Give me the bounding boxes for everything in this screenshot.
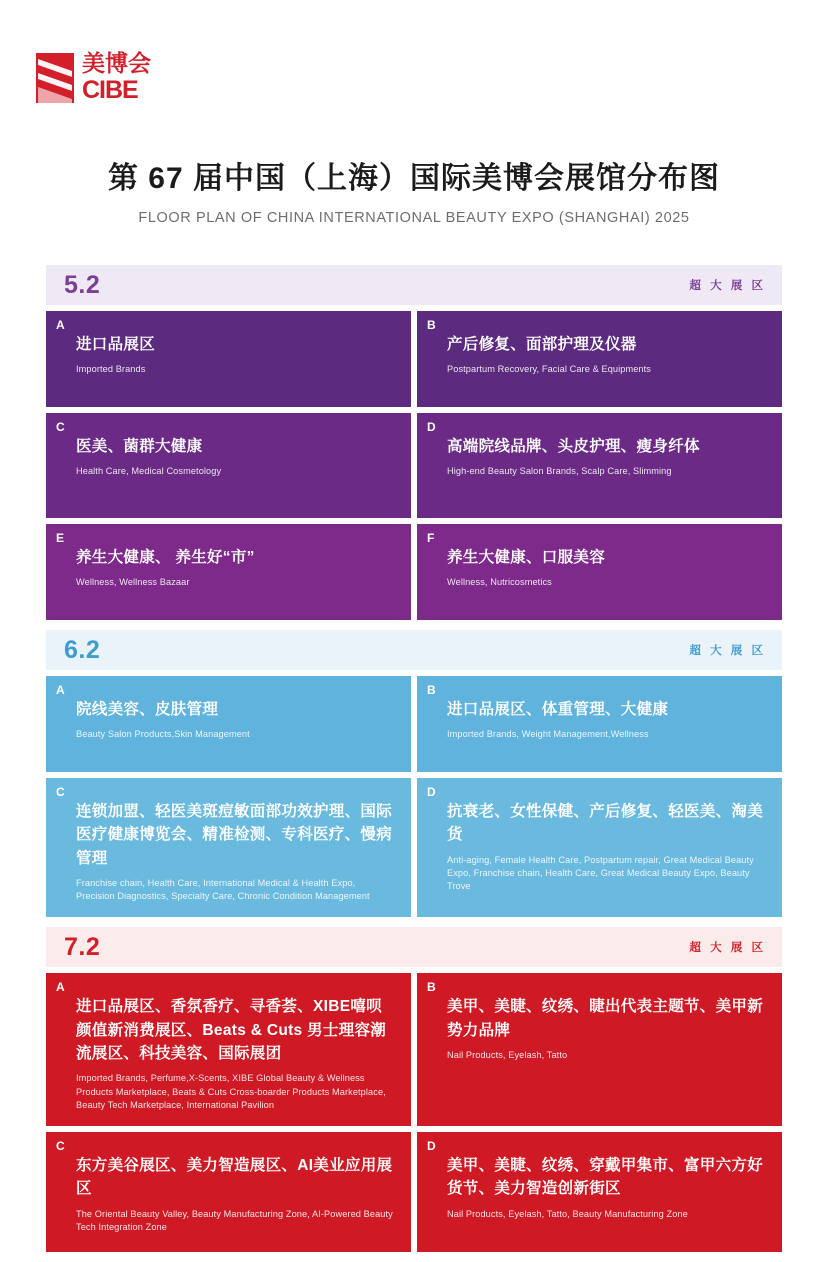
section-hall-7-2: [46, 927, 782, 1252]
cell-title-cn: 进口品展区: [76, 336, 156, 353]
cell-title-en: Franchise chain, Health Care, International Medical & Health Expo, Precision Diagnostics, Specialty Care, Chronic Condition Management: [76, 877, 370, 902]
section-tag: 超 大 展 区: [689, 942, 766, 955]
section-hall-5-2: [46, 265, 782, 620]
cell-title-en: Nail Products, Eyelash, Tatto: [447, 1049, 568, 1060]
hall-cell-5-2-d[interactable]: [417, 413, 782, 518]
cell-letter: B: [427, 683, 436, 697]
hall-sections: [0, 265, 828, 1262]
hall-cell-5-2-c[interactable]: [46, 413, 411, 518]
section-row: [46, 311, 782, 407]
hall-cell-6-2-a[interactable]: [46, 676, 411, 772]
hall-cell-6-2-d[interactable]: [417, 778, 782, 917]
hall-cell-7-2-d[interactable]: [417, 1132, 782, 1252]
brand-name-cn: 美博会: [82, 50, 151, 76]
cell-title-cn: 医美、菌群大健康: [76, 438, 203, 455]
cell-letter: A: [56, 318, 65, 332]
cell-title-en: Nail Products, Eyelash, Tatto, Beauty Manufacturing Zone: [447, 1208, 688, 1219]
page-title-cn: 第 67 届中国（上海）国际美博会展馆分布图: [107, 162, 721, 195]
cell-title-cn: 抗衰老、女性保健、产后修复、轻医美、淘美货: [447, 803, 764, 844]
cell-title-en: The Oriental Beauty Valley, Beauty Manufacturing Zone, AI-Powered Beauty Tech Integration Zone: [76, 1208, 393, 1233]
section-row: [46, 413, 782, 518]
cell-letter: B: [427, 318, 436, 332]
cell-title-en: Postpartum Recovery, Facial Care & Equipments: [447, 364, 651, 375]
hall-cell-7-2-c[interactable]: [46, 1132, 411, 1252]
cell-title-cn: 产后修复、面部护理及仪器: [447, 336, 637, 353]
cell-letter: F: [427, 531, 435, 545]
section-row: [46, 676, 782, 772]
cell-title-en: Wellness, Wellness Bazaar: [76, 577, 190, 588]
cell-title-en: High-end Beauty Salon Brands, Scalp Care, Slimming: [447, 466, 672, 477]
cibe-logo-icon: [36, 53, 74, 103]
brand-logo: [36, 52, 151, 103]
cell-title-en: Wellness, Nutricosmetics: [447, 577, 552, 588]
cell-letter: B: [427, 980, 436, 995]
brand-logo-text: [82, 52, 151, 103]
cell-title-en: Health Care, Medical Cosmetology: [76, 466, 222, 477]
hall-cell-7-2-b[interactable]: [417, 973, 782, 1126]
hall-cell-7-2-a[interactable]: [46, 973, 411, 1126]
cell-letter: A: [56, 980, 65, 995]
cell-title-cn: 进口品展区、香氛香疗、寻香荟、XIBE嘻呗颜值新消费展区、Beats & Cuts 男士理容潮流展区、科技美容、国际展团: [76, 998, 387, 1062]
cell-title-cn: 养生大健康、口服美容: [447, 549, 606, 566]
cell-title-cn: 院线美容、皮肤管理: [76, 701, 219, 718]
page-title-en: FLOOR PLAN OF CHINA INTERNATIONAL BEAUTY EXPO (SHANGHAI) 2025: [138, 209, 690, 226]
hall-cell-5-2-f[interactable]: [417, 524, 782, 620]
cell-letter: D: [427, 1139, 436, 1154]
page-title-block: [0, 160, 828, 226]
cell-title-cn: 进口品展区、体重管理、大健康: [447, 701, 669, 718]
cell-letter: E: [56, 531, 65, 545]
cell-title-en: Imported Brands: [76, 364, 146, 375]
cell-title-en: Imported Brands, Weight Management,Wellness: [447, 729, 649, 740]
hall-cell-5-2-e[interactable]: [46, 524, 411, 620]
cell-letter: C: [56, 420, 65, 434]
section-row: [46, 973, 782, 1126]
cell-letter: C: [56, 1139, 65, 1154]
section-number: 7.2: [64, 932, 101, 961]
cell-title-cn: 美甲、美睫、纹绣、睫出代表主题节、美甲新势力品牌: [447, 998, 764, 1039]
section-header-5-2: [46, 265, 782, 305]
cell-title-en: Anti-aging, Female Health Care, Postpartum repair, Great Medical Beauty Expo, Franchise chain, Health Care, Great Medical Beauty Expo, Beauty Trove: [447, 854, 754, 892]
cell-title-en: Imported Brands, Perfume,X-Scents, XIBE Global Beauty & Wellness Products Marketplace, Beats & Cuts Cross-boarder Products Marketplace, Beauty Tech Marketplace, International Pavilion: [76, 1073, 386, 1110]
section-row: [46, 1132, 782, 1252]
hall-cell-6-2-c[interactable]: [46, 778, 411, 917]
cell-letter: D: [427, 785, 436, 799]
section-header-7-2: [46, 927, 782, 967]
cell-title-cn: 连锁加盟、轻医美斑痘敏面部功效护理、国际医疗健康博览会、精准检测、专科医疗、慢病管理: [76, 803, 393, 867]
section-header-6-2: [46, 630, 782, 670]
cell-title-cn: 高端院线品牌、头皮护理、瘦身纤体: [447, 438, 700, 455]
hall-cell-6-2-b[interactable]: [417, 676, 782, 772]
cell-letter: D: [427, 420, 436, 434]
cell-title-en: Beauty Salon Products,Skin Management: [76, 729, 250, 740]
section-row: [46, 778, 782, 917]
section-number: 6.2: [64, 635, 101, 664]
section-tag: 超 大 展 区: [689, 280, 766, 292]
brand-name-en: CIBE: [82, 76, 138, 104]
cell-letter: A: [56, 683, 65, 697]
cell-title-cn: 养生大健康、 养生好“市”: [76, 549, 255, 566]
cell-title-cn: 东方美谷展区、美力智造展区、AI美业应用展区: [76, 1157, 393, 1198]
hall-cell-5-2-a[interactable]: [46, 311, 411, 407]
section-hall-6-2: [46, 630, 782, 917]
section-number: 5.2: [64, 270, 101, 299]
cell-title-cn: 美甲、美睫、纹绣、穿戴甲集市、富甲六方好货节、美力智造创新街区: [447, 1157, 764, 1198]
cell-letter: C: [56, 785, 65, 799]
section-tag: 超 大 展 区: [689, 645, 766, 657]
section-row: [46, 524, 782, 620]
hall-cell-5-2-b[interactable]: [417, 311, 782, 407]
